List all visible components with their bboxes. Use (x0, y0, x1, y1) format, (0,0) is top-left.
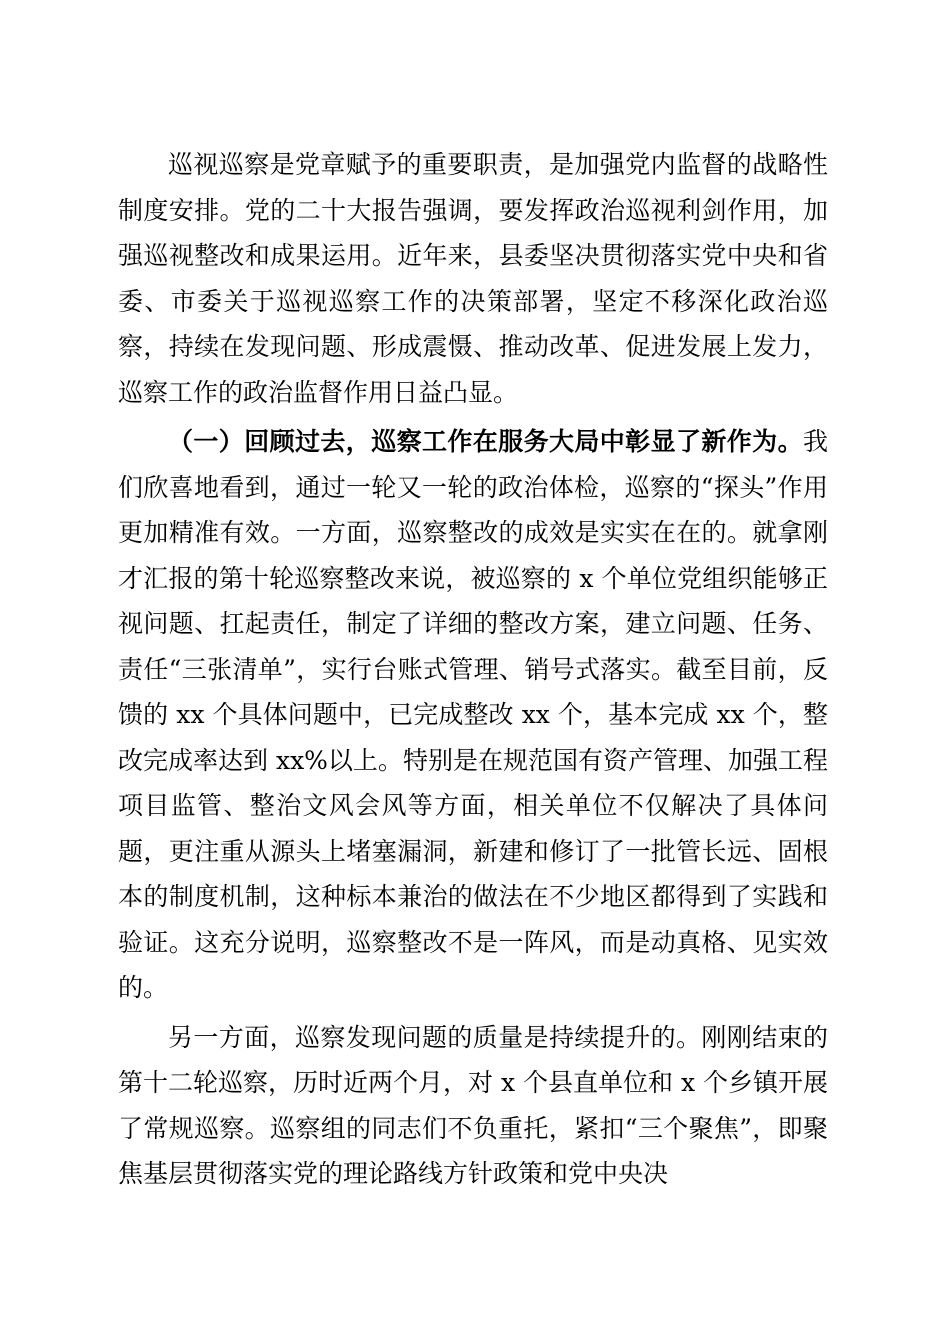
paragraph-intro (118, 142, 828, 415)
paragraph-review (118, 419, 828, 1011)
paragraph-other-aspect (118, 1015, 828, 1197)
document-body (118, 142, 828, 1197)
paragraph-review-text: 我们欣喜地看到，通过一轮又一轮的政治体检，巡察的“探头”作用更加精准有效。一方面，巡察整改的成效是实实在在的。就拿刚才汇报的第十轮巡察整改来说，被巡察的 x 个单位党组织能够正视问题、扛起责任，制定了详细的整改方案，建立问题、任务、责任“三张清单”，实行台账式管理、销号式落实。截至目前，反馈的 xx 个具体问题中，已完成整改 xx 个，基本完成 xx 个，整改完成率达到 xx%以上。特别是在规范国有资产管理、加强工程项目监管、整治文风会风等方面，相关单位不仅解决了具体问题，更注重从源头上堵塞漏洞，新建和修订了一批管长远、固根本的制度机制，这种标本兼治的做法在不少地区都得到了实践和验证。这充分说明，巡察整改不是一阵风，而是动真格、见实效的。 (118, 427, 828, 1002)
paragraph-other-aspect-text: 另一方面，巡察发现问题的质量是持续提升的。刚刚结束的第十二轮巡察，历时近两个月，对 x 个县直单位和 x 个乡镇开展了常规巡察。巡察组的同志们不负重托，紧扣“三个聚焦”，即聚焦基层贯彻落实党的理论路线方针政策和党中央决 (118, 1022, 828, 1188)
paragraph-intro-text: 巡视巡察是党章赋予的重要职责，是加强党内监督的战略性制度安排。党的二十大报告强调，要发挥政治巡视利剑作用，加强巡视整改和成果运用。近年来，县委坚决贯彻落实党中央和省委、市委关于巡视巡察工作的决策部署，坚定不移深化政治巡察，持续在发现问题、形成震慑、推动改革、促进发展上发力，巡察工作的政治监督作用日益凸显。 (118, 150, 828, 407)
section-heading-review: （一）回顾过去，巡察工作在服务大局中彰显了新作为。 (168, 427, 803, 456)
